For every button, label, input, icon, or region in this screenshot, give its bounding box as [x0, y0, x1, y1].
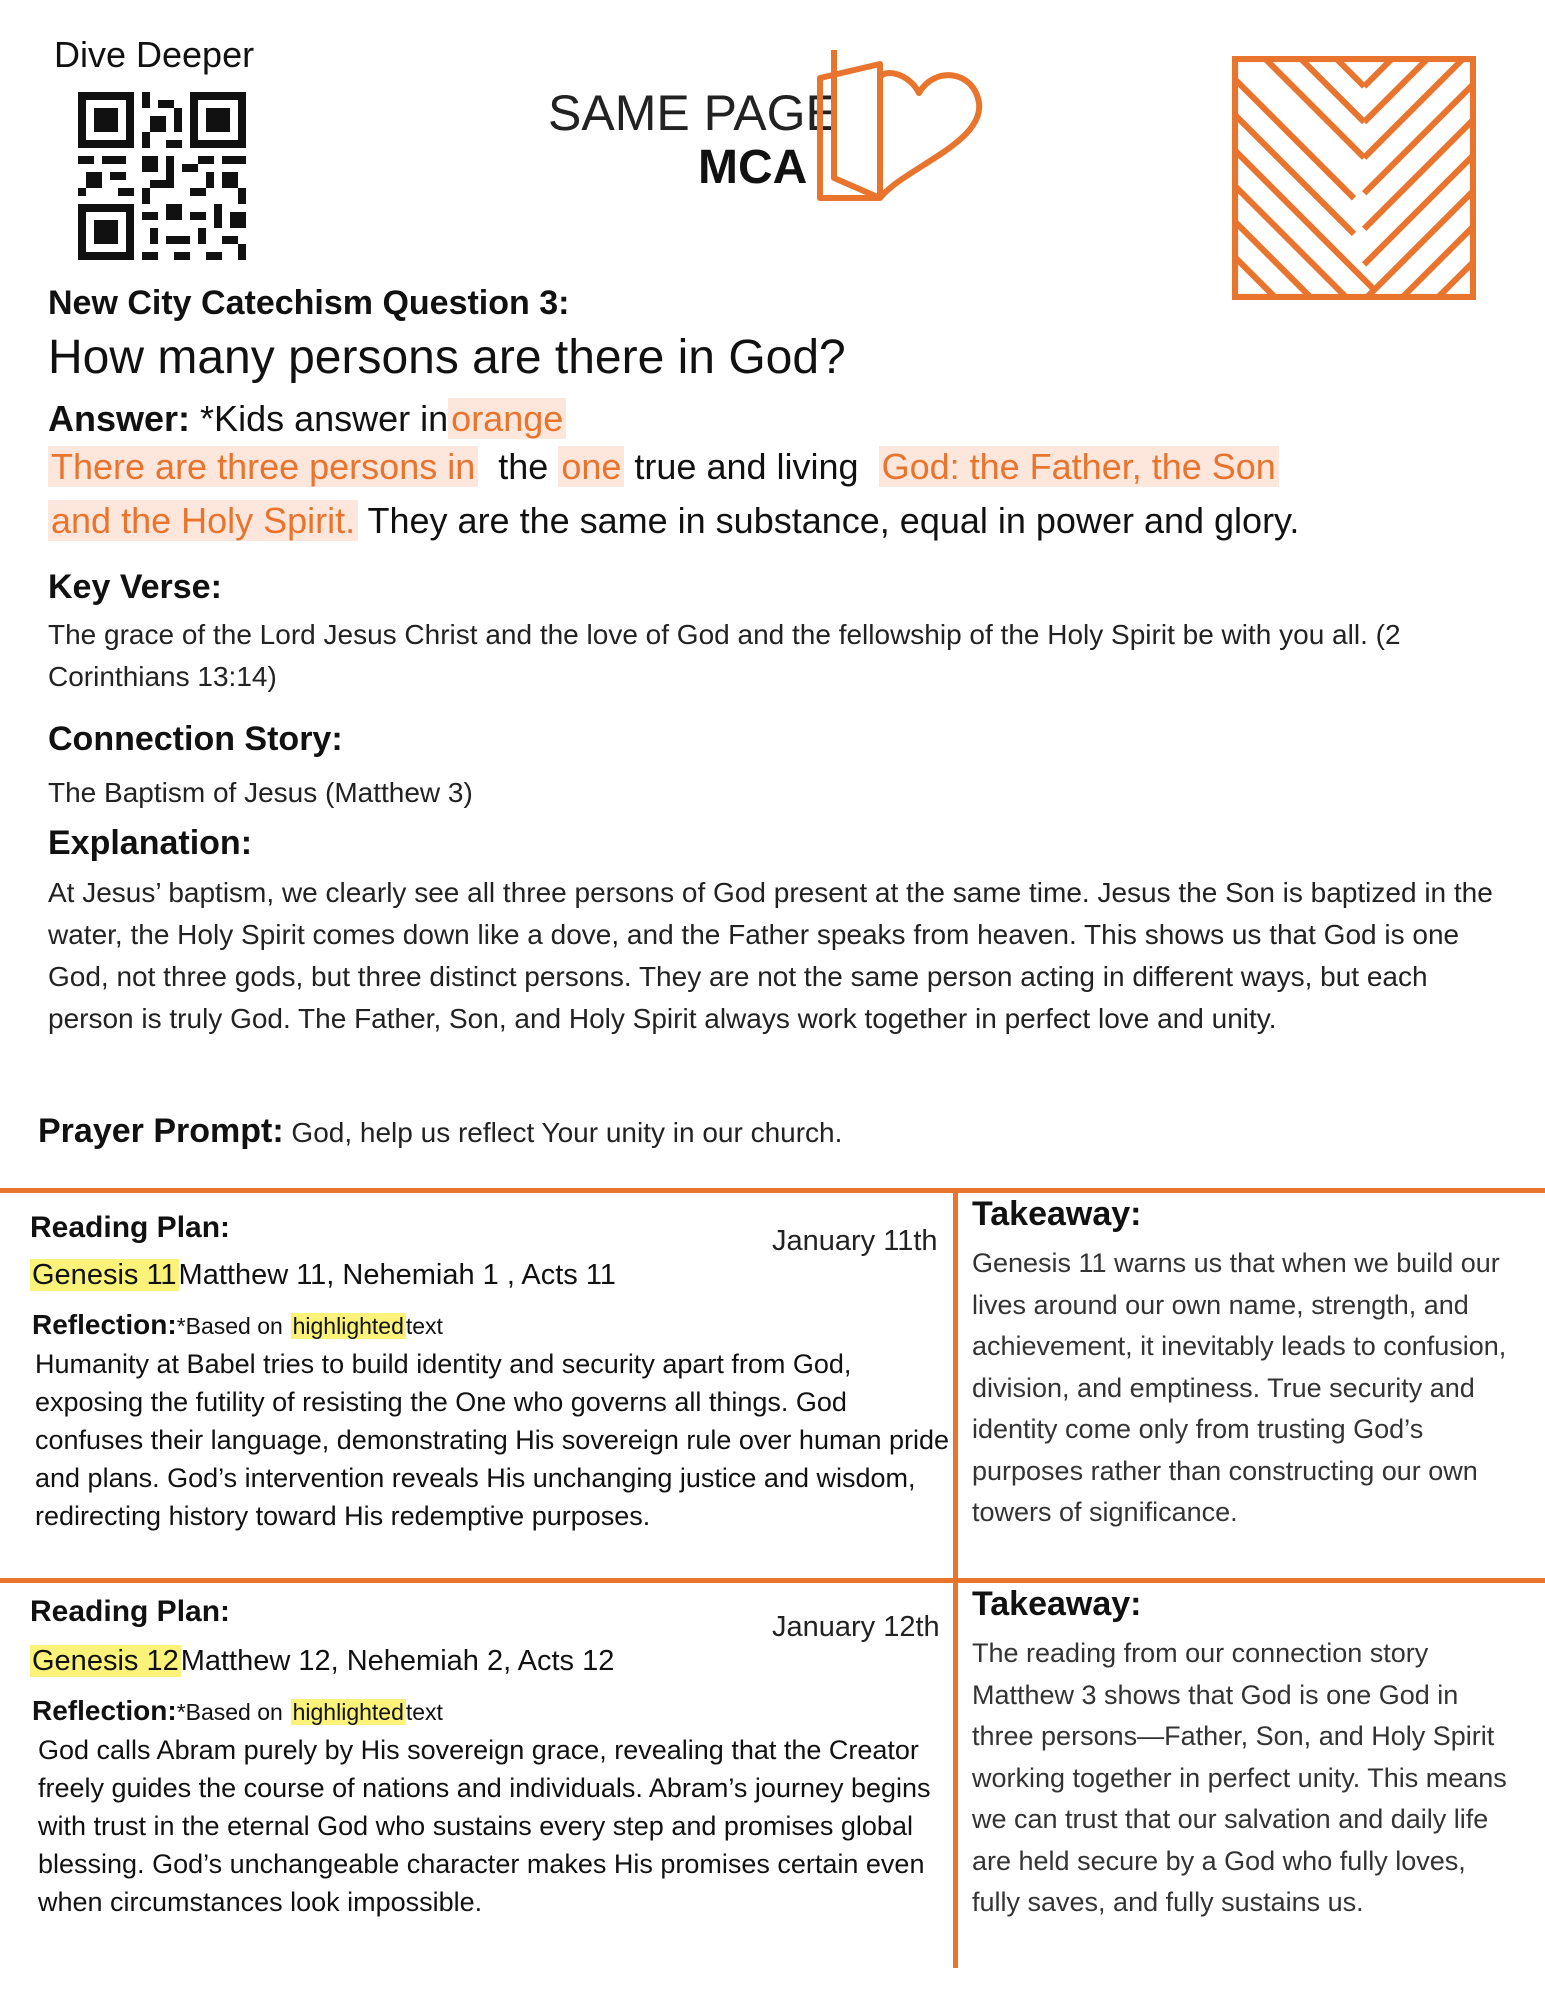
reading-plan-refs — [30, 1645, 614, 1678]
catechism-question: How many persons are there in God? — [48, 331, 846, 384]
reading-plan-2 — [0, 1583, 953, 1983]
reflection-text: Humanity at Babel tries to build identity and security apart from God, exposing the futility of resisting the One who governs all things. God confuses their language, demonstrating His sovereign rule over human pride and plans. God’s intervention reveals His unchanging justice and wisdom, redirecting history toward His redemptive purposes. — [35, 1349, 950, 1531]
reflection-note: *Based on — [176, 1699, 283, 1725]
reflection-label-line — [32, 1309, 443, 1341]
other-refs: Matthew 11, Nehemiah 1 , Acts 11 — [178, 1259, 616, 1291]
reflection-text: God calls Abram purely by His sovereign grace, revealing that the Creator freely guides the course of nations and individuals. Abram’s journey begins with trust in the eternal God who sustains every step and promises global blessing. God’s unchangeable character makes His promises certain even when circumstances look impossible. — [38, 1735, 931, 1917]
takeaway-heading: Takeaway: — [972, 1195, 1142, 1233]
square-chevron-logo-icon — [1232, 56, 1476, 300]
qr-code-icon[interactable] — [72, 92, 252, 260]
answer-text-line2 — [48, 500, 1299, 542]
reflection-note-highlight: highlighted — [292, 1699, 404, 1725]
dive-deeper-label: Dive Deeper — [54, 34, 255, 75]
reflection-note: text — [405, 1699, 443, 1725]
answer-label: Answer: — [48, 398, 191, 439]
reflection-note: text — [405, 1313, 443, 1339]
answer-kid-part: and the Holy Spirit. — [48, 500, 358, 541]
answer-kid-part: one — [558, 446, 624, 487]
connection-story-text: The Baptism of Jesus (Matthew 3) — [48, 777, 473, 808]
answer-text-line1 — [48, 446, 1279, 488]
reading-plan-refs — [30, 1259, 616, 1292]
highlighted-ref: Genesis 11 — [32, 1259, 177, 1291]
reading-plan-date: January 12th — [772, 1611, 940, 1643]
reading-plan-1 — [0, 1193, 953, 1578]
takeaway-text: The reading from our connection story Matthew 3 shows that God is one God in three persons—Father, Son, and Holy Spirit working together in perfect unity. This means we can trust that our salvation and daily life are held secure by a God who fully loves, fully saves, and fully sustains us. — [972, 1638, 1507, 1917]
other-refs: Matthew 12, Nehemiah 2, Acts 12 — [180, 1645, 615, 1677]
answer-kid-part: God: the Father, the Son — [879, 446, 1279, 487]
catechism-heading: New City Catechism Question 3: — [48, 284, 570, 322]
brand-name-line1: SAME PAGE — [548, 85, 839, 141]
prayer-label: Prayer Prompt: — [38, 1112, 284, 1150]
answer-label-line — [48, 398, 566, 440]
connection-story-heading: Connection Story: — [48, 720, 343, 758]
book-heart-logo-icon — [814, 48, 994, 208]
answer-kid-part: There are three persons in — [48, 446, 478, 487]
brand-name-line2: MCA — [698, 141, 808, 194]
explanation-text: At Jesus’ baptism, we clearly see all three persons of God present at the same time. Jesus the Son is baptized in the water, the Holy Spirit comes down like a dove, and the Father speaks from heaven. This shows us that God is one God, not three gods, but three distinct persons. They are not the same person acting in different ways, but each person is truly God. The Father, Son, and Holy Spirit always work together in perfect love and unity. — [48, 877, 1493, 1034]
reflection-label-line — [32, 1695, 443, 1727]
answer-note: *Kids answer in — [200, 398, 449, 439]
answer-part: They are the same in substance, equal in power and glory. — [367, 500, 1300, 541]
answer-part: true and living — [634, 446, 859, 487]
takeaway-2 — [958, 1583, 1545, 1983]
highlighted-ref: Genesis 12 — [32, 1645, 179, 1677]
takeaway-1 — [958, 1193, 1545, 1578]
prayer-prompt — [38, 1112, 842, 1151]
reflection-label: Reflection: — [32, 1695, 177, 1726]
explanation-heading: Explanation: — [48, 824, 253, 862]
answer-part: the — [498, 446, 549, 487]
reflection-label: Reflection: — [32, 1309, 177, 1340]
reading-plan-date: January 11th — [772, 1225, 938, 1257]
key-verse-text: The grace of the Lord Jesus Christ and the love of God and the fellowship of the Holy Spirit be with you all. (2 Corinthians 13:14) — [48, 619, 1401, 692]
reflection-note-highlight: highlighted — [292, 1313, 404, 1339]
answer-note-orange: orange — [448, 398, 566, 439]
reflection-note: *Based on — [176, 1313, 283, 1339]
reading-plan-heading: Reading Plan: — [30, 1595, 231, 1628]
key-verse-heading: Key Verse: — [48, 568, 222, 606]
reading-plan-heading: Reading Plan: — [30, 1211, 231, 1244]
prayer-text: God, help us reflect Your unity in our church. — [291, 1117, 843, 1148]
takeaway-heading: Takeaway: — [972, 1585, 1142, 1623]
takeaway-text: Genesis 11 warns us that when we build our lives around our own name, strength, and achievement, it inevitably leads to confusion, division, and emptiness. True security and identity come only from trusting God’s purposes rather than constructing our own towers of significance. — [972, 1248, 1507, 1527]
